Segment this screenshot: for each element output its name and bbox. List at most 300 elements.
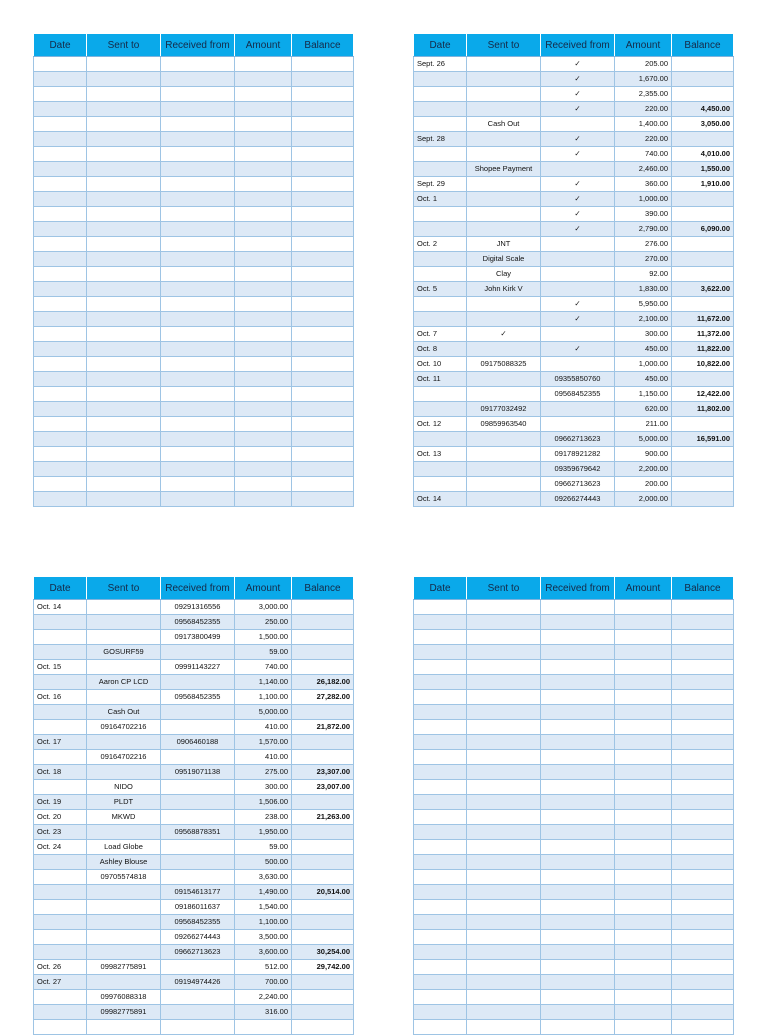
amount-cell (615, 855, 672, 870)
sent-to-cell (87, 72, 161, 87)
amount-cell (615, 990, 672, 1005)
received-from-cell: 09568452355 (161, 915, 235, 930)
amount-cell (615, 645, 672, 660)
amount-cell (235, 372, 292, 387)
sent-to-cell (467, 930, 541, 945)
date-cell (34, 720, 87, 735)
balance-cell (672, 645, 734, 660)
sent-to-cell: 09982775891 (87, 960, 161, 975)
amount-cell: 2,200.00 (615, 462, 672, 477)
sent-to-cell (467, 192, 541, 207)
table-row (34, 57, 354, 72)
balance-cell (292, 207, 354, 222)
amount-cell: 700.00 (235, 975, 292, 990)
received-from-cell (541, 945, 615, 960)
received-from-cell: 09266274443 (541, 492, 615, 507)
date-cell (34, 177, 87, 192)
table-row (34, 237, 354, 252)
received-from-cell (541, 810, 615, 825)
balance-cell (672, 825, 734, 840)
date-cell (414, 705, 467, 720)
table-row (34, 960, 354, 975)
table-row (414, 1005, 734, 1020)
balance-cell (672, 207, 734, 222)
received-from-cell: ✓ (541, 57, 615, 72)
amount-cell: 2,355.00 (615, 87, 672, 102)
balance-cell: 4,010.00 (672, 147, 734, 162)
table-row (34, 402, 354, 417)
balance-cell (292, 222, 354, 237)
ledger-panel-1 (33, 33, 354, 507)
received-from-cell (161, 705, 235, 720)
date-cell (34, 87, 87, 102)
table-row (34, 975, 354, 990)
received-from-cell (161, 177, 235, 192)
sent-to-cell (467, 432, 541, 447)
sent-to-cell (87, 432, 161, 447)
amount-cell (235, 57, 292, 72)
sent-to-cell (467, 57, 541, 72)
amount-cell: 1,000.00 (615, 192, 672, 207)
sent-to-cell (467, 975, 541, 990)
balance-cell (672, 237, 734, 252)
date-cell (34, 870, 87, 885)
table-row (414, 600, 734, 615)
ledger-panel-2 (413, 33, 734, 507)
sent-to-cell (87, 327, 161, 342)
sent-to-cell (467, 885, 541, 900)
date-cell (414, 1005, 467, 1020)
date-cell: Oct. 23 (34, 825, 87, 840)
amount-cell (615, 1005, 672, 1020)
sent-to-cell: John Kirk V (467, 282, 541, 297)
amount-cell: 2,000.00 (615, 492, 672, 507)
date-cell (414, 885, 467, 900)
amount-cell (615, 765, 672, 780)
sent-to-cell (87, 312, 161, 327)
table-row (414, 660, 734, 675)
received-from-cell (541, 660, 615, 675)
table-row (414, 132, 734, 147)
sent-to-cell (87, 660, 161, 675)
amount-cell: 5,000.00 (615, 432, 672, 447)
amount-cell (235, 462, 292, 477)
received-from-cell (541, 162, 615, 177)
date-cell (414, 675, 467, 690)
amount-cell: 2,790.00 (615, 222, 672, 237)
table-row (414, 192, 734, 207)
amount-cell: 3,630.00 (235, 870, 292, 885)
sent-to-cell (87, 87, 161, 102)
date-cell (414, 162, 467, 177)
balance-cell (672, 297, 734, 312)
balance-cell (292, 192, 354, 207)
sent-to-cell: 09859963540 (467, 417, 541, 432)
amount-cell (235, 282, 292, 297)
date-cell (34, 780, 87, 795)
amount-cell (615, 705, 672, 720)
received-from-cell (541, 720, 615, 735)
sent-to-cell (87, 207, 161, 222)
sent-to-cell (87, 387, 161, 402)
table-row (414, 327, 734, 342)
received-from-cell (541, 615, 615, 630)
amount-cell (615, 750, 672, 765)
balance-cell (672, 57, 734, 72)
amount-cell (615, 930, 672, 945)
table-row (414, 402, 734, 417)
date-cell (34, 57, 87, 72)
received-from-cell: 09519071138 (161, 765, 235, 780)
balance-cell (292, 840, 354, 855)
balance-cell (672, 960, 734, 975)
amount-cell: 1,100.00 (235, 915, 292, 930)
received-from-cell: 09355850760 (541, 372, 615, 387)
ledger-header (414, 577, 734, 600)
sent-to-cell (467, 477, 541, 492)
sent-to-cell (467, 177, 541, 192)
sent-to-cell: Aaron CP LCD (87, 675, 161, 690)
date-cell (34, 132, 87, 147)
balance-cell (672, 795, 734, 810)
date-cell (34, 630, 87, 645)
date-header: Date (34, 577, 87, 600)
received-from-header: Received from (161, 577, 235, 600)
balance-cell (672, 87, 734, 102)
amount-cell: 5,000.00 (235, 705, 292, 720)
date-cell (414, 477, 467, 492)
received-from-cell: 09662713623 (541, 477, 615, 492)
balance-cell (292, 660, 354, 675)
amount-cell: 1,400.00 (615, 117, 672, 132)
balance-cell (292, 615, 354, 630)
sent-to-cell (87, 735, 161, 750)
received-from-cell: 09568452355 (161, 615, 235, 630)
date-cell: Oct. 5 (414, 282, 467, 297)
amount-cell: 270.00 (615, 252, 672, 267)
received-from-cell (161, 327, 235, 342)
date-cell (414, 975, 467, 990)
amount-cell (615, 660, 672, 675)
date-cell (414, 915, 467, 930)
amount-cell: 220.00 (615, 102, 672, 117)
table-row (414, 750, 734, 765)
balance-cell (292, 795, 354, 810)
table-row (34, 825, 354, 840)
amount-cell (615, 915, 672, 930)
date-cell (414, 690, 467, 705)
amount-cell (615, 780, 672, 795)
balance-cell (672, 990, 734, 1005)
amount-cell (615, 735, 672, 750)
date-cell: Oct. 12 (414, 417, 467, 432)
sent-to-cell: 09164702216 (87, 750, 161, 765)
balance-header: Balance (672, 34, 734, 57)
balance-cell (292, 57, 354, 72)
received-from-cell (161, 720, 235, 735)
balance-cell: 11,672.00 (672, 312, 734, 327)
received-from-cell: 09178921282 (541, 447, 615, 462)
date-cell (34, 117, 87, 132)
received-from-cell (541, 855, 615, 870)
balance-cell (292, 915, 354, 930)
amount-cell (235, 87, 292, 102)
sent-to-cell (467, 102, 541, 117)
table-row (34, 795, 354, 810)
received-from-cell (161, 750, 235, 765)
sent-to-header: Sent to (87, 34, 161, 57)
date-cell (34, 945, 87, 960)
date-cell (34, 477, 87, 492)
sent-to-cell: 09982775891 (87, 1005, 161, 1020)
received-from-cell (161, 132, 235, 147)
received-from-cell (161, 645, 235, 660)
date-cell (414, 855, 467, 870)
amount-cell: 740.00 (615, 147, 672, 162)
table-row (34, 177, 354, 192)
balance-cell (672, 630, 734, 645)
table-row (34, 810, 354, 825)
balance-cell (292, 252, 354, 267)
sent-to-cell (467, 780, 541, 795)
table-row (414, 387, 734, 402)
table-row (34, 342, 354, 357)
date-cell (414, 660, 467, 675)
sent-to-cell (467, 372, 541, 387)
amount-cell (615, 810, 672, 825)
received-from-cell (541, 765, 615, 780)
amount-cell (615, 840, 672, 855)
table-row (414, 780, 734, 795)
amount-cell: 900.00 (615, 447, 672, 462)
sent-to-cell (467, 87, 541, 102)
balance-cell (292, 312, 354, 327)
sent-to-cell: Cash Out (87, 705, 161, 720)
balance-header: Balance (672, 577, 734, 600)
sent-to-cell: PLDT (87, 795, 161, 810)
sent-to-cell: Cash Out (467, 117, 541, 132)
table-row (34, 1005, 354, 1020)
date-cell (34, 492, 87, 507)
received-from-cell: ✓ (541, 177, 615, 192)
sent-to-cell: GOSURF59 (87, 645, 161, 660)
amount-cell (235, 1020, 292, 1035)
date-cell: Oct. 2 (414, 237, 467, 252)
amount-cell: 59.00 (235, 645, 292, 660)
date-cell (414, 72, 467, 87)
amount-cell: 92.00 (615, 267, 672, 282)
balance-cell (292, 705, 354, 720)
table-row (414, 825, 734, 840)
amount-cell (615, 630, 672, 645)
received-from-cell (161, 297, 235, 312)
amount-cell: 3,000.00 (235, 600, 292, 615)
sent-to-cell: ✓ (467, 327, 541, 342)
date-cell (414, 945, 467, 960)
received-from-cell (541, 675, 615, 690)
date-cell: Oct. 1 (414, 192, 467, 207)
received-from-cell (541, 252, 615, 267)
received-from-cell: 09359679642 (541, 462, 615, 477)
received-from-cell: 09662713623 (161, 945, 235, 960)
ledger-panel-3 (33, 576, 354, 1035)
sent-to-cell (467, 840, 541, 855)
received-from-cell (161, 162, 235, 177)
received-from-cell (541, 327, 615, 342)
amount-header: Amount (235, 34, 292, 57)
amount-cell: 450.00 (615, 372, 672, 387)
sent-to-cell (87, 57, 161, 72)
amount-cell (615, 690, 672, 705)
amount-cell (615, 975, 672, 990)
balance-cell (672, 660, 734, 675)
table-row (414, 675, 734, 690)
date-cell (34, 267, 87, 282)
table-row (414, 162, 734, 177)
table-row (414, 900, 734, 915)
date-cell: Sept. 28 (414, 132, 467, 147)
date-cell: Oct. 19 (34, 795, 87, 810)
sent-to-cell (87, 915, 161, 930)
amount-cell (615, 945, 672, 960)
balance-header: Balance (292, 577, 354, 600)
date-cell (414, 87, 467, 102)
sent-to-cell (87, 222, 161, 237)
balance-cell (672, 885, 734, 900)
date-cell (34, 237, 87, 252)
balance-cell (672, 252, 734, 267)
received-from-cell: 09186011637 (161, 900, 235, 915)
balance-cell: 23,007.00 (292, 780, 354, 795)
balance-cell (672, 1005, 734, 1020)
amount-cell (235, 162, 292, 177)
sent-to-cell (87, 177, 161, 192)
received-from-cell (541, 915, 615, 930)
amount-cell: 410.00 (235, 750, 292, 765)
balance-cell (292, 990, 354, 1005)
received-from-cell: 09154613177 (161, 885, 235, 900)
date-cell (34, 282, 87, 297)
amount-cell: 500.00 (235, 855, 292, 870)
balance-cell (292, 267, 354, 282)
date-cell (414, 387, 467, 402)
amount-cell (235, 177, 292, 192)
sent-to-cell: Shopee Payment (467, 162, 541, 177)
table-row (34, 327, 354, 342)
date-cell: Oct. 10 (414, 357, 467, 372)
sent-to-cell (467, 690, 541, 705)
balance-cell: 1,910.00 (672, 177, 734, 192)
table-row (414, 297, 734, 312)
table-row (414, 810, 734, 825)
table-row (414, 222, 734, 237)
date-cell: Sept. 26 (414, 57, 467, 72)
amount-cell: 220.00 (615, 132, 672, 147)
sent-to-cell (87, 900, 161, 915)
received-from-cell (161, 87, 235, 102)
table-row (414, 975, 734, 990)
received-from-cell (541, 645, 615, 660)
date-header: Date (34, 34, 87, 57)
table-row (414, 87, 734, 102)
balance-cell (292, 147, 354, 162)
table-row (34, 462, 354, 477)
balance-cell (292, 177, 354, 192)
date-cell (414, 117, 467, 132)
date-cell (414, 825, 467, 840)
date-cell (34, 447, 87, 462)
date-cell (414, 402, 467, 417)
sent-to-cell (467, 945, 541, 960)
amount-cell (235, 432, 292, 447)
date-cell (414, 750, 467, 765)
balance-cell: 21,872.00 (292, 720, 354, 735)
balance-cell (292, 1020, 354, 1035)
balance-cell (292, 477, 354, 492)
date-cell: Oct. 15 (34, 660, 87, 675)
amount-cell (235, 117, 292, 132)
date-cell (34, 192, 87, 207)
sent-to-cell (87, 357, 161, 372)
table-row (414, 945, 734, 960)
amount-cell: 512.00 (235, 960, 292, 975)
sent-to-cell (87, 630, 161, 645)
date-cell (414, 870, 467, 885)
balance-cell (292, 342, 354, 357)
received-from-header: Received from (161, 34, 235, 57)
table-row (34, 660, 354, 675)
received-from-cell (161, 237, 235, 252)
received-from-cell: ✓ (541, 132, 615, 147)
date-cell (34, 915, 87, 930)
table-row (414, 177, 734, 192)
balance-cell (672, 690, 734, 705)
amount-cell (235, 312, 292, 327)
table-row (34, 387, 354, 402)
table-row (414, 462, 734, 477)
sent-to-cell: 09164702216 (87, 720, 161, 735)
table-row (414, 840, 734, 855)
amount-cell: 1,570.00 (235, 735, 292, 750)
received-from-cell (541, 690, 615, 705)
balance-cell (292, 72, 354, 87)
table-row (414, 870, 734, 885)
table-row (414, 117, 734, 132)
amount-cell: 410.00 (235, 720, 292, 735)
balance-cell (672, 975, 734, 990)
sent-to-cell (87, 975, 161, 990)
table-row (414, 930, 734, 945)
table-row (34, 945, 354, 960)
amount-cell (615, 900, 672, 915)
amount-cell (615, 870, 672, 885)
date-cell (414, 615, 467, 630)
table-row (34, 855, 354, 870)
sent-to-cell: 09705574818 (87, 870, 161, 885)
received-from-cell (161, 342, 235, 357)
sent-to-cell (467, 615, 541, 630)
sent-to-cell (87, 372, 161, 387)
sent-to-cell (467, 387, 541, 402)
balance-cell (292, 432, 354, 447)
amount-cell: 1,140.00 (235, 675, 292, 690)
amount-cell (235, 357, 292, 372)
amount-cell: 200.00 (615, 477, 672, 492)
table-row (414, 735, 734, 750)
sent-to-cell (87, 885, 161, 900)
table-row (34, 162, 354, 177)
amount-cell (615, 720, 672, 735)
